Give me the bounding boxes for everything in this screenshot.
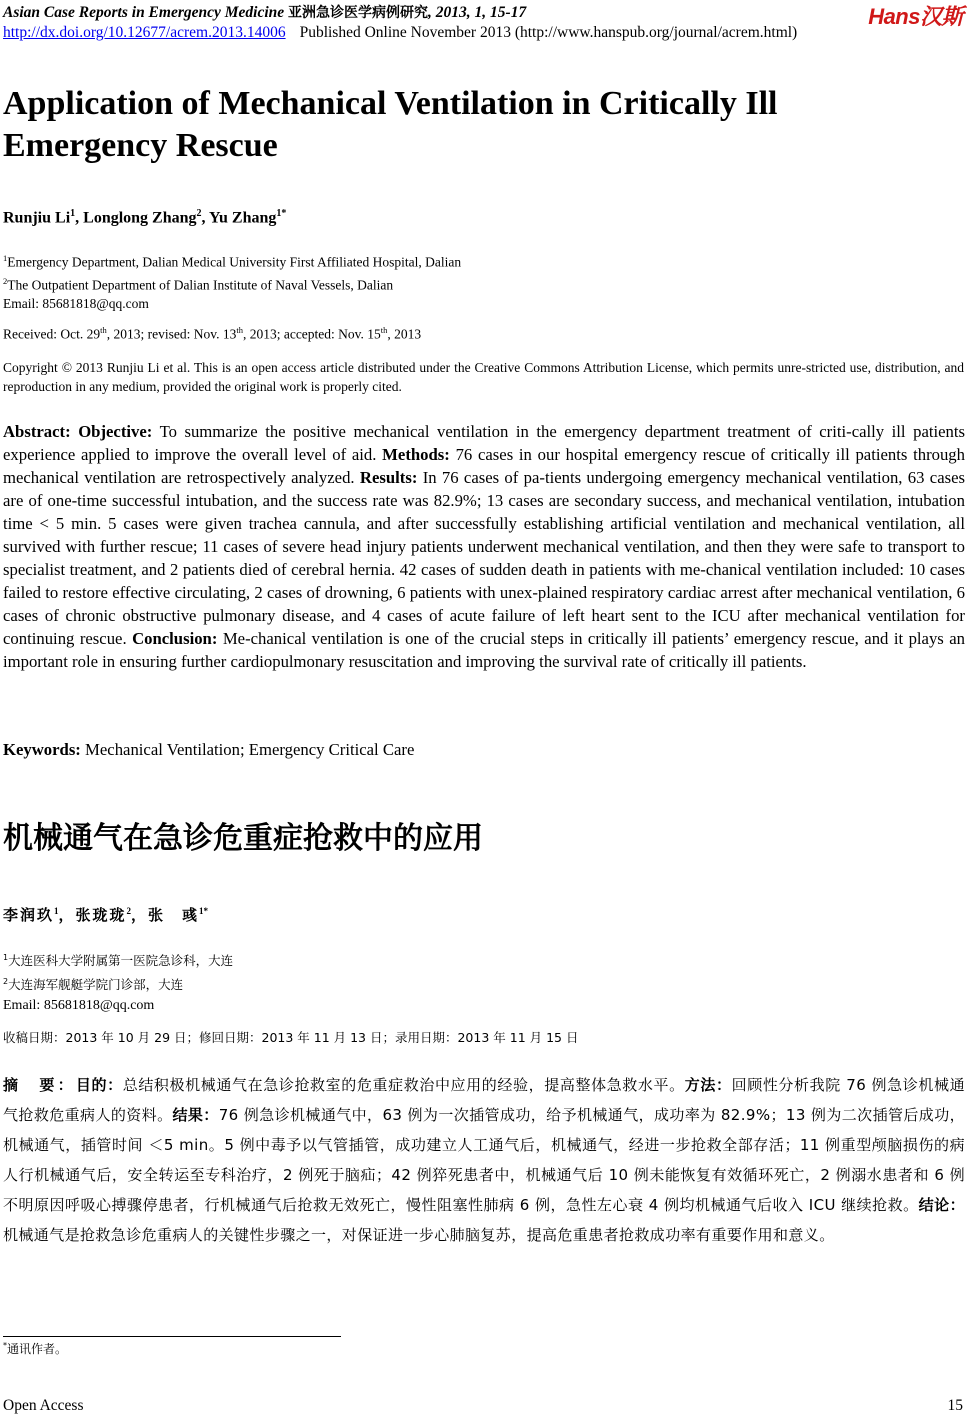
author-1-sup: 1	[70, 208, 76, 219]
affiliation-2-sup: 2	[3, 275, 8, 286]
results-cn-text: 76 例急诊机械通气中，63 例为一次插管成功，给予机械通气，成功率为 82.9%；13 例为二次插管后成功，机械通气，插管时间 ＜5 min。5 例中毒予以气管插管，成功建立人工通气后，机械通气，经进一步抢救全部存活；11 例重型颅脑损伤的病人行机械通气后，安全转运至专科治疗，2 例死于脑疝；42 例猝死患者中，机械通气后 10 例未能恢复有效循环死亡，2 例溺水患者和 6 例不明原因呼吸心搏骤停患者，行机械通气后抢救无效死亡，慢性阻塞性肺病 6 例，急性左心衰 4 例均机械通气后收入 ICU 继续抢救。	[3, 1106, 966, 1214]
doi-link[interactable]: http://dx.doi.org/10.12677/acrem.2013.14006	[3, 24, 286, 41]
date-accepted: , 2013; accepted: Nov. 15	[242, 326, 381, 342]
methods-text: 76 cases in our hospital emergency rescue of critically ill patients through mechanical ventilation are retrospectively analyzed.	[3, 445, 965, 487]
author-cn-1-sup: 1	[54, 906, 59, 916]
dates-line-cn: 收稿日期：2013 年 10 月 29 日；修回日期：2013 年 11 月 13 日；录用日期：2013 年 11 月 15 日	[3, 1030, 579, 1045]
author-1: Runjiu Li	[3, 209, 71, 227]
results-text: In 76 cases of pa-tients undergoing emergency mechanical ventilation, 63 cases are of one-time successful intubation, and the success rate was 82.9%; 13 cases are secondary success, and mechanical ventilation, intubation time < 5 min. 5 cases were given trachea cannula, and after successfully establishing artificial ventilation and mechanical ventilation, all survived with further rescue; 11 cases of severe head injury patients underwent mechanical ventilation, and then they were safe to transport to specialist treatment, and 2 patients died of cerebral hernia. 42 cases of sudden death in patients with me-chanical ventilation included: 10 cases failed to restore effective circulating, 2 cases of drowning, 6 patients with unex-plained respiratory cardiac arrest after mechanical ventilation, 6 cases of chronic obstructive pulmonary disease, and 4 cases of acute failure of left heart sent to the ICU after mechanical ventilation for continuing rescue.	[3, 468, 965, 648]
author-cn-3: ，张 彧	[131, 906, 200, 924]
author-cn-2-sup: 2	[126, 906, 132, 916]
publisher-logo: Hans汉斯	[868, 4, 963, 29]
conclusion-cn-label: 结论：	[918, 1196, 966, 1214]
dates-line	[3, 321, 421, 344]
page-number: 15	[947, 1397, 963, 1414]
methods-cn-text: 回顾性分析我院 76 例急诊机械通气抢救危重病人的资料。	[3, 1076, 965, 1124]
footnote-text: 通讯作者。	[7, 1342, 68, 1356]
affiliations-cn	[3, 947, 233, 1016]
date-year: , 2013	[387, 326, 422, 342]
keywords-text: Mechanical Ventilation; Emergency Critical Care	[85, 740, 415, 759]
abstract-en	[3, 420, 965, 673]
copyright-notice: Copyright © 2013 Runjiu Li et al. This is an open access article distributed under the Creative Commons Attribution License, which permits unre-stricted use, distribution, and reproduction in any medium, provided the original work is properly cited.	[3, 360, 964, 394]
date-received: Received: Oct. 29	[3, 326, 101, 342]
affiliation-1-sup: 1	[3, 253, 8, 263]
affiliations	[3, 249, 461, 313]
paper-title	[3, 83, 903, 167]
author-2-sup: 2	[196, 208, 202, 219]
conclusion-label: Conclusion:	[132, 629, 218, 648]
affiliation-1-text: Emergency Department, Dalian Medical University First Affiliated Hospital, Dalian	[7, 254, 462, 270]
footnote	[3, 1340, 67, 1357]
journal-name-cn: 亚洲急诊医学病例研究	[288, 5, 429, 21]
abstract-cn-label: 摘 要：	[3, 1076, 76, 1094]
objective-text: To summarize the positive mechanical ventilation in the emergency department treatment of criti-cally ill patients experience applied to improve the overall level of aid.	[3, 422, 966, 464]
email-cn: Email: 85681818@qq.com	[3, 998, 155, 1014]
author-2: , Longlong Zhang	[75, 209, 197, 227]
author-cn-3-sup: 1*	[199, 906, 209, 916]
affiliation-2	[3, 272, 461, 295]
author-list	[3, 208, 286, 227]
affiliation-cn-2	[3, 971, 233, 995]
abstract-cn	[3, 1070, 965, 1250]
doi-line	[3, 24, 797, 42]
author-3-sup: 1*	[276, 208, 287, 219]
title-line-1: Application of Mechanical Ventilation in Critically Ill	[3, 85, 778, 122]
methods-label: Methods:	[382, 445, 450, 464]
author-list-cn	[3, 904, 208, 925]
results-label: Results:	[359, 468, 418, 487]
paper-title-cn: 机械通气在急诊危重症抢救中的应用	[3, 821, 483, 856]
affiliation-cn-2-sup: 2	[3, 977, 9, 987]
footnote-rule	[3, 1336, 341, 1337]
email: Email: 85681818@qq.com	[3, 296, 149, 311]
journal-citation: , 2013, 1, 15-17	[428, 4, 527, 21]
results-cn-label: 结果：	[172, 1106, 219, 1124]
affiliation-cn-2-text: 大连海军舰艇学院门诊部，大连	[8, 977, 184, 993]
keywords-label: Keywords:	[3, 740, 81, 759]
affiliation-2-text: The Outpatient Department of Dalian Institute of Naval Vessels, Dalian	[7, 277, 394, 292]
methods-cn-label: 方法：	[684, 1076, 732, 1094]
keywords-en	[3, 740, 414, 760]
objective-cn-text: 总结积极机械通气在急诊抢救室的危重症救治中应用的经验，提高整体急救水平。	[122, 1076, 685, 1094]
journal-header	[3, 2, 526, 22]
conclusion-text: Me-chanical ventilation is one of the crucial steps in critically ill patients’ emergency rescue, and it plays an important role in ensuring further cardiopulmonary resuscitation and improving the survival rate of critically ill patients.	[3, 629, 965, 671]
author-3: , Yu Zhang	[201, 209, 277, 227]
journal-name-en: Asian Case Reports in Emergency Medicine	[3, 4, 285, 21]
affiliation-1	[3, 249, 461, 272]
title-line-2: Emergency Rescue	[3, 127, 278, 164]
date-revised: , 2013; revised: Nov. 13	[106, 326, 237, 342]
objective-label: Objective:	[78, 422, 153, 441]
affiliation-cn-1-text: 大连医科大学附属第一医院急诊科，大连	[8, 953, 234, 969]
conclusion-cn-text: 机械通气是抢救急诊危重病人的关键性步骤之一，对保证进一步心肺脑复苏，提高危重患者抢救成功率有重要作用和意义。	[3, 1226, 835, 1244]
affiliation-cn-1	[3, 947, 233, 971]
objective-cn-label: 目的：	[75, 1076, 123, 1094]
date-received-sup: th	[100, 325, 107, 335]
date-revised-sup: th	[236, 325, 243, 335]
published-online: Published Online November 2013 (http://www.hanspub.org/journal/acrem.html)	[299, 24, 798, 41]
author-cn-2: ，张珑珑	[58, 906, 127, 924]
affiliation-cn-1-sup: 1	[3, 953, 9, 962]
footnote-sup: *	[3, 1341, 7, 1350]
footer-open-access: Open Access	[3, 1397, 84, 1414]
date-accepted-sup: th	[380, 325, 388, 335]
abstract-label: Abstract:	[3, 422, 71, 441]
author-cn-1: 李润玖	[3, 906, 55, 924]
